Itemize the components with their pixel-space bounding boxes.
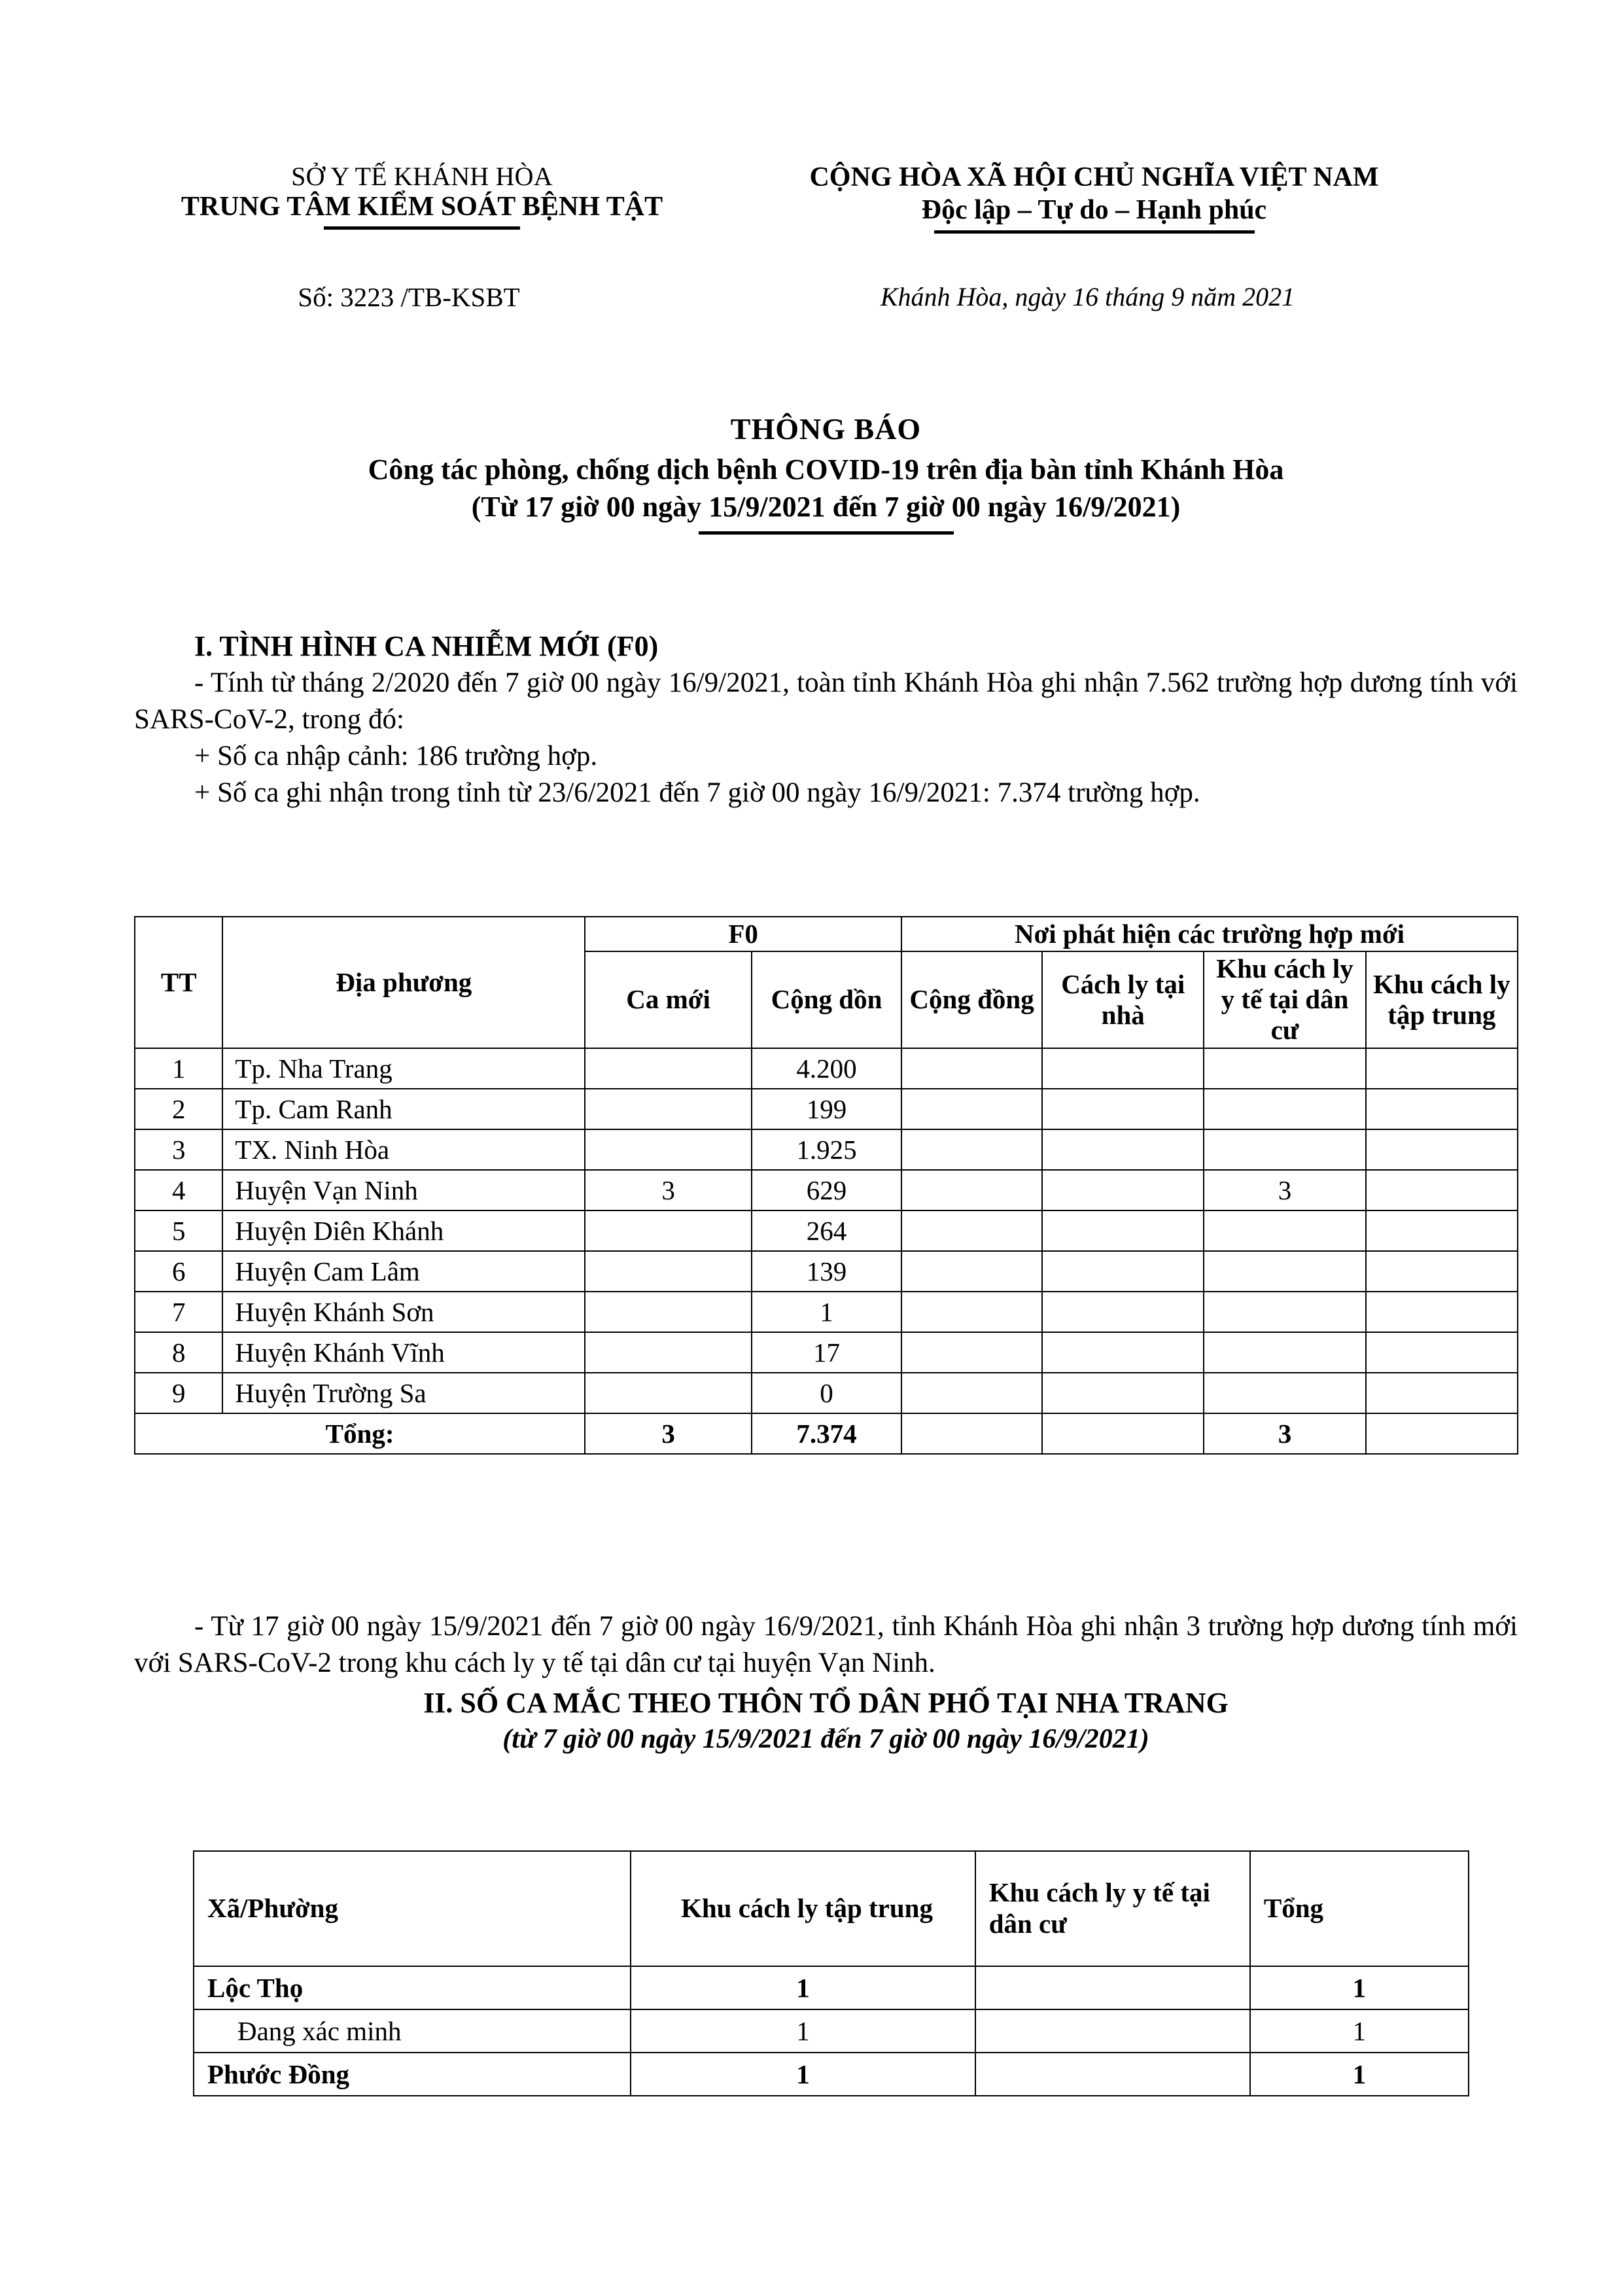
cell-cumulative: 4.200 xyxy=(752,1048,901,1089)
cell-cumulative: 629 xyxy=(752,1170,901,1210)
table-row xyxy=(194,2009,1469,2053)
col-header-central-quarantine: Khu cách ly tập trung xyxy=(1366,951,1518,1048)
cell-community xyxy=(901,1292,1042,1332)
national-motto: Độc lập – Tự do – Hạnh phúc xyxy=(921,194,1267,225)
section-one-para-2: + Số ca nhập cảnh: 186 trường hợp. xyxy=(194,741,598,772)
section-one xyxy=(134,628,1518,811)
table-f0-head-row-1 xyxy=(135,917,1518,951)
cell-place: Huyện Khánh Vĩnh xyxy=(222,1332,585,1373)
cell-place: Tp. Cam Ranh xyxy=(222,1089,585,1129)
cell-home-quarantine xyxy=(1042,1373,1204,1413)
cell-total: 1 xyxy=(1250,2009,1469,2053)
table-row xyxy=(135,1048,1518,1089)
after-table-paragraph: - Từ 17 giờ 00 ngày 15/9/2021 đến 7 giờ 00 ngày 16/9/2021, tỉnh Khánh Hòa ghi nhận 3 trường hợp dương tính mới với SARS-CoV-2 trong khu cách ly y tế tại dân cư tại huyện Vạn Ninh. xyxy=(134,1611,1518,1678)
document-number: Số: 3223 /TB-KSBT xyxy=(298,282,520,312)
cell-cumulative: 17 xyxy=(752,1332,901,1373)
cell-community xyxy=(901,1373,1042,1413)
cell-new-cases xyxy=(585,1292,752,1332)
cell-total-cumulative: 7.374 xyxy=(752,1413,901,1454)
col-header-residential-quarantine: Khu cách ly y tế tại dân cư xyxy=(1204,951,1365,1048)
table-wards-body xyxy=(194,1966,1469,2096)
cell-central-quarantine xyxy=(1366,1170,1518,1210)
cell-place: Huyện Trường Sa xyxy=(222,1373,585,1413)
cell-home-quarantine xyxy=(1042,1089,1204,1129)
cell-home-quarantine xyxy=(1042,1048,1204,1089)
col-header-community: Cộng đồng xyxy=(901,951,1042,1048)
col-header-new-cases: Ca mới xyxy=(585,951,752,1048)
cell-home-quarantine xyxy=(1042,1292,1204,1332)
cell-tt: 9 xyxy=(135,1373,222,1413)
cell-central-quarantine xyxy=(1366,1292,1518,1332)
masthead-right xyxy=(671,162,1518,234)
cell-community xyxy=(901,1089,1042,1129)
table-total-row xyxy=(135,1413,1518,1454)
cell-total-label: Tổng: xyxy=(135,1413,585,1454)
section-two xyxy=(134,1608,1518,1757)
cell-place: Huyện Vạn Ninh xyxy=(222,1170,585,1210)
cell-community xyxy=(901,1332,1042,1373)
cell-place: Tp. Nha Trang xyxy=(222,1048,585,1089)
table-row xyxy=(135,1373,1518,1413)
table-f0-by-district xyxy=(134,916,1518,1455)
issuing-authority-parent: SỞ Y TẾ KHÁNH HÒA xyxy=(291,162,553,191)
table-row xyxy=(135,1089,1518,1129)
cell-ward: Đang xác minh xyxy=(194,2009,631,2053)
cell-new-cases xyxy=(585,1048,752,1089)
cell-total-new-cases: 3 xyxy=(585,1413,752,1454)
cell-home-quarantine xyxy=(1042,1210,1204,1251)
cell-central-quarantine xyxy=(1366,1129,1518,1170)
table-row xyxy=(135,1170,1518,1210)
cell-residential-quarantine xyxy=(1204,1332,1365,1373)
masthead-left-rule xyxy=(324,226,520,230)
cell-residential-quarantine xyxy=(975,2053,1250,2096)
col-header-tt: TT xyxy=(135,917,222,1048)
cell-new-cases xyxy=(585,1373,752,1413)
table-row xyxy=(194,2053,1469,2096)
table-row xyxy=(135,1332,1518,1373)
cell-ward: Lộc Thọ xyxy=(194,1966,631,2009)
cell-total-residential-quarantine: 3 xyxy=(1204,1413,1365,1454)
cell-residential-quarantine xyxy=(1204,1292,1365,1332)
section-one-para-1: - Tính từ tháng 2/2020 đến 7 giờ 00 ngày 16/9/2021, toàn tỉnh Khánh Hòa ghi nhận 7.562 trường hợp dương tính với SARS-CoV-2, trong đó: xyxy=(134,667,1518,735)
cell-central-quarantine xyxy=(1366,1373,1518,1413)
cell-residential-quarantine xyxy=(975,1966,1250,2009)
cell-tt: 7 xyxy=(135,1292,222,1332)
cell-total-central-quarantine xyxy=(1366,1413,1518,1454)
cell-new-cases xyxy=(585,1089,752,1129)
col-header-ward-residential-quarantine: Khu cách ly y tế tại dân cư xyxy=(975,1851,1250,1966)
table-row xyxy=(135,1251,1518,1292)
cell-central-quarantine xyxy=(1366,1210,1518,1251)
section-one-heading: I. TÌNH HÌNH CA NHIỄM MỚI (F0) xyxy=(194,630,659,662)
masthead xyxy=(134,162,1518,234)
cell-residential-quarantine: 3 xyxy=(1204,1170,1365,1210)
place-date: Khánh Hòa, ngày 16 tháng 9 năm 2021 xyxy=(880,282,1295,311)
cell-tt: 6 xyxy=(135,1251,222,1292)
cell-community xyxy=(901,1210,1042,1251)
cell-new-cases: 3 xyxy=(585,1170,752,1210)
cell-cumulative: 0 xyxy=(752,1373,901,1413)
doc-meta-row xyxy=(134,281,1518,313)
cell-cumulative: 1.925 xyxy=(752,1129,901,1170)
cell-central-quarantine xyxy=(1366,1089,1518,1129)
cell-new-cases xyxy=(585,1332,752,1373)
cell-total-community xyxy=(901,1413,1042,1454)
table-wards-head-row xyxy=(194,1851,1469,1966)
cell-total-home-quarantine xyxy=(1042,1413,1204,1454)
cell-tt: 8 xyxy=(135,1332,222,1373)
col-header-home-quarantine: Cách ly tại nhà xyxy=(1042,951,1204,1048)
cell-tt: 5 xyxy=(135,1210,222,1251)
section-one-para-3: + Số ca ghi nhận trong tỉnh từ 23/6/2021 đến 7 giờ 00 ngày 16/9/2021: 7.374 trường hợp. xyxy=(194,777,1200,808)
cell-cumulative: 199 xyxy=(752,1089,901,1129)
masthead-left xyxy=(134,162,671,230)
cell-tt: 1 xyxy=(135,1048,222,1089)
table-wards-head xyxy=(194,1851,1469,1966)
cell-central-quarantine: 1 xyxy=(631,2009,975,2053)
cell-community xyxy=(901,1048,1042,1089)
cell-place: Huyện Khánh Sơn xyxy=(222,1292,585,1332)
cell-residential-quarantine xyxy=(1204,1210,1365,1251)
cell-community xyxy=(901,1170,1042,1210)
title-subtitle: Công tác phòng, chống dịch bệnh COVID-19 trên địa bàn tỉnh Khánh Hòa xyxy=(368,453,1284,486)
col-header-ward: Xã/Phường xyxy=(194,1851,631,1966)
cell-tt: 2 xyxy=(135,1089,222,1129)
cell-residential-quarantine xyxy=(1204,1048,1365,1089)
cell-home-quarantine xyxy=(1042,1170,1204,1210)
section-two-subheading: (từ 7 giờ 00 ngày 15/9/2021 đến 7 giờ 00 ngày 16/9/2021) xyxy=(502,1723,1149,1754)
page-title: THÔNG BÁO xyxy=(730,412,922,446)
cell-central-quarantine xyxy=(1366,1251,1518,1292)
cell-total: 1 xyxy=(1250,1966,1469,2009)
cell-residential-quarantine xyxy=(1204,1089,1365,1129)
table-row xyxy=(135,1210,1518,1251)
issuing-authority: TRUNG TÂM KIỂM SOÁT BỆNH TẬT xyxy=(181,191,663,222)
cell-central-quarantine: 1 xyxy=(631,2053,975,2096)
table-f0-body xyxy=(135,1048,1518,1454)
table-wards-nha-trang xyxy=(193,1850,1469,2096)
masthead-right-rule xyxy=(934,230,1255,234)
cell-residential-quarantine xyxy=(975,2009,1250,2053)
title-block xyxy=(134,411,1518,535)
cell-place: Huyện Cam Lâm xyxy=(222,1251,585,1292)
cell-ward: Phước Đồng xyxy=(194,2053,631,2096)
cell-residential-quarantine xyxy=(1204,1251,1365,1292)
cell-place: TX. Ninh Hòa xyxy=(222,1129,585,1170)
col-header-place: Địa phương xyxy=(222,917,585,1048)
cell-central-quarantine: 1 xyxy=(631,1966,975,2009)
cell-cumulative: 1 xyxy=(752,1292,901,1332)
col-header-ward-central-quarantine: Khu cách ly tập trung xyxy=(631,1851,975,1966)
table-row xyxy=(135,1292,1518,1332)
cell-tt: 3 xyxy=(135,1129,222,1170)
cell-community xyxy=(901,1129,1042,1170)
title-rule xyxy=(699,531,954,535)
title-period: (Từ 17 giờ 00 ngày 15/9/2021 đến 7 giờ 00 ngày 16/9/2021) xyxy=(471,491,1181,523)
col-header-cumulative: Cộng dồn xyxy=(752,951,901,1048)
cell-central-quarantine xyxy=(1366,1048,1518,1089)
table-row xyxy=(194,1966,1469,2009)
cell-total: 1 xyxy=(1250,2053,1469,2096)
cell-new-cases xyxy=(585,1251,752,1292)
cell-residential-quarantine xyxy=(1204,1129,1365,1170)
cell-tt: 4 xyxy=(135,1170,222,1210)
col-group-detection: Nơi phát hiện các trường hợp mới xyxy=(901,917,1518,951)
cell-home-quarantine xyxy=(1042,1129,1204,1170)
cell-new-cases xyxy=(585,1210,752,1251)
cell-cumulative: 264 xyxy=(752,1210,901,1251)
cell-residential-quarantine xyxy=(1204,1373,1365,1413)
col-group-f0: F0 xyxy=(585,917,901,951)
cell-new-cases xyxy=(585,1129,752,1170)
table-row xyxy=(135,1129,1518,1170)
national-name: CỘNG HÒA XÃ HỘI CHỦ NGHĨA VIỆT NAM xyxy=(809,162,1379,192)
cell-community xyxy=(901,1251,1042,1292)
table-f0-head xyxy=(135,917,1518,1048)
cell-home-quarantine xyxy=(1042,1332,1204,1373)
col-header-ward-total: Tổng xyxy=(1250,1851,1469,1966)
cell-cumulative: 139 xyxy=(752,1251,901,1292)
cell-central-quarantine xyxy=(1366,1332,1518,1373)
section-two-heading: II. SỐ CA MẮC THEO THÔN TỔ DÂN PHỐ TẠI NHA TRANG xyxy=(423,1686,1229,1719)
cell-place: Huyện Diên Khánh xyxy=(222,1210,585,1251)
cell-home-quarantine xyxy=(1042,1251,1204,1292)
